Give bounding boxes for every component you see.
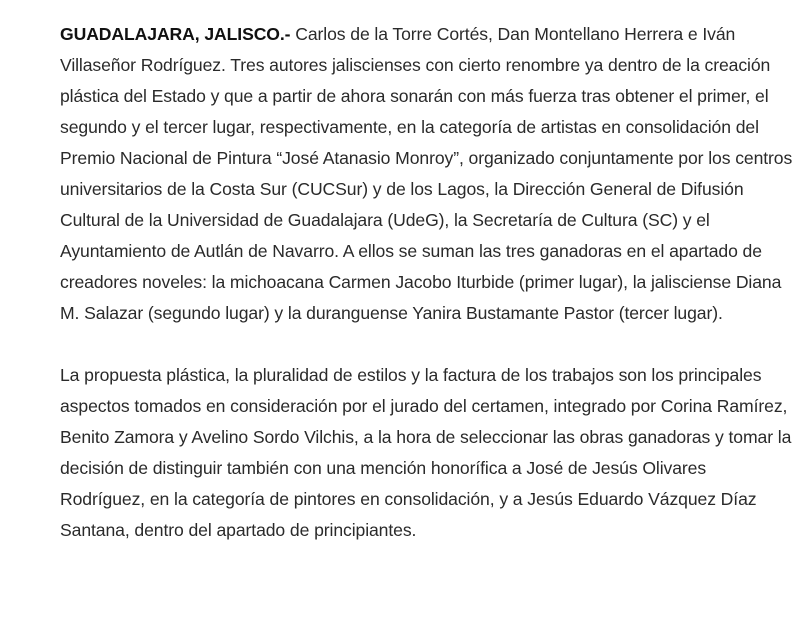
- article-paragraph-2: La propuesta plástica, la pluralidad de estilos y la factura de los trabajos son los principales aspectos tomados en consideración por el jurado del certamen, integrado por Corina Ramírez, Benito Zamora y Avelino Sordo Vilchis, a la hora de seleccionar las obras ganadoras y tomar la decisión de distinguir también con una mención honorífica a José de Jesús Olivares Rodríguez, en la categoría de pintores en consolidación, y a Jesús Eduardo Vázquez Díaz Santana, dentro del apartado de principiantes.: [60, 365, 792, 540]
- article-body: [60, 19, 795, 577]
- article-paragraph-1-text: Carlos de la Torre Cortés, Dan Montellano Herrera e Iván Villaseñor Rodríguez. Tres autores jaliscienses con cierto renombre ya dentro de la creación plástica del Estado y que a partir de ahora sonarán con más fuerza tras obtener el primer, el segundo y el tercer lugar, respectivamente, en la categoría de artistas en consolidación del Premio Nacional de Pintura “José Atanasio Monroy”, organizado conjuntamente por los centros universitarios de la Costa Sur (CUCSur) y de los Lagos, la Dirección General de Difusión Cultural de la Universidad de Guadalajara (UdeG), la Secretaría de Cultura (SC) y el Ayuntamiento de Autlán de Navarro. A ellos se suman las tres ganadoras en el apartado de creadores noveles: la michoacana Carmen Jacobo Iturbide (primer lugar), la jalisciense Diana M. Salazar (segundo lugar) y la duranguense Yanira Bustamante Pastor (tercer lugar).: [60, 24, 793, 323]
- article-dateline: GUADALAJARA, JALISCO.-: [60, 24, 291, 44]
- article-paragraph-1: [60, 19, 795, 329]
